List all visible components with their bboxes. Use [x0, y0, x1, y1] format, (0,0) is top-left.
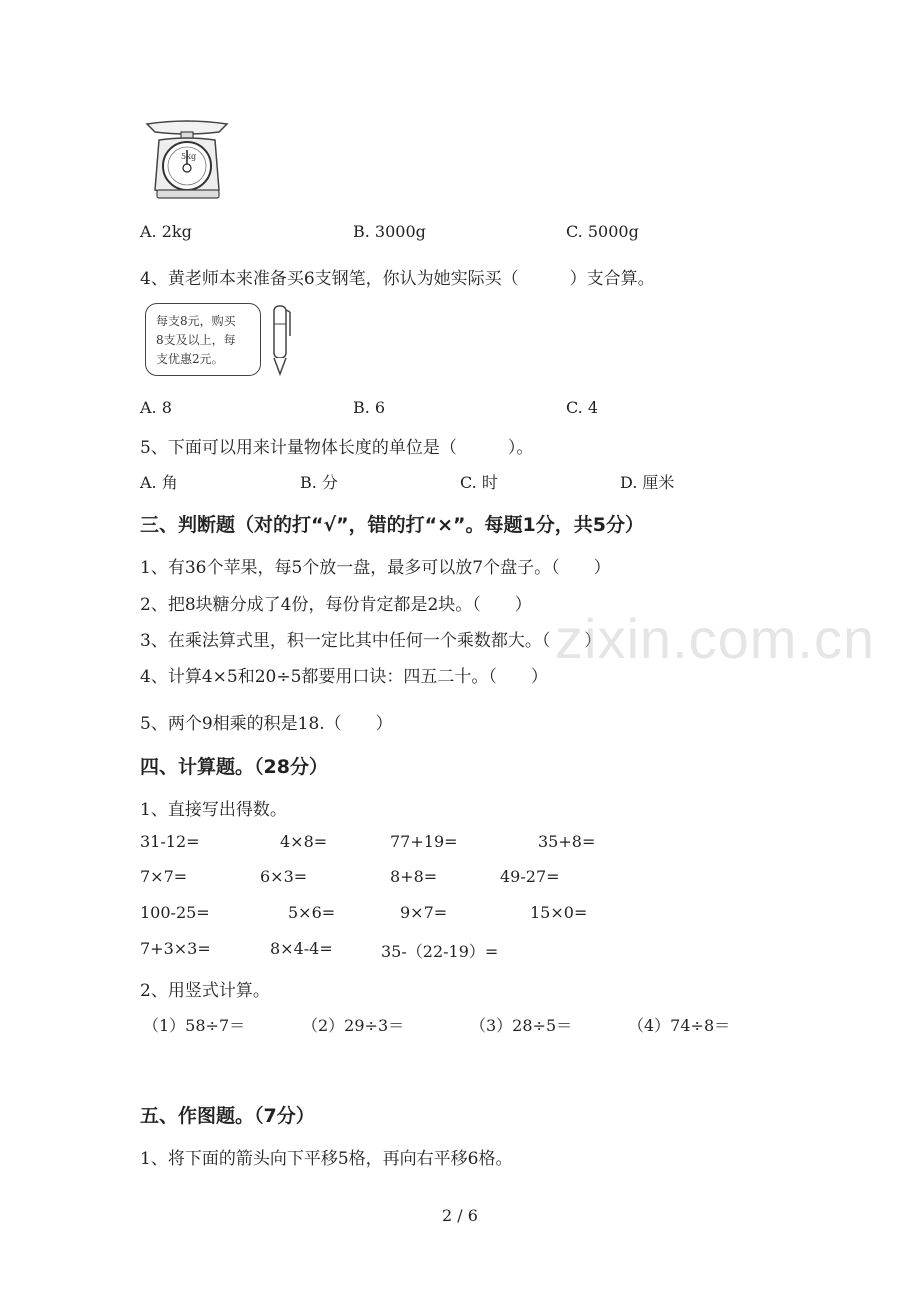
judgment-item-5: 5、两个9相乘的积是18.（ ） — [140, 714, 393, 734]
q5-option-b: B. 分 — [300, 473, 338, 492]
judgment-item-3: 3、在乘法算式里，积一定比其中任何一个乘数都大。（ ） — [140, 631, 602, 651]
price-note-text — [156, 312, 236, 369]
calc-cell: 5×6= — [288, 903, 336, 922]
q3-option-a: A. 2kg — [140, 222, 192, 241]
page-number: 2 / 6 — [442, 1206, 478, 1225]
q5-option-c: C. 时 — [460, 473, 498, 492]
calc-cell: 31-12= — [140, 832, 200, 851]
q5-option-a: A. 角 — [140, 473, 178, 492]
section5-title: 五、作图题。（7分） — [140, 1105, 315, 1127]
vertical-calc-4: （4）74÷8＝ — [628, 1016, 731, 1035]
q3-option-c: C. 5000g — [566, 222, 639, 241]
judgment-item-2: 2、把8块糖分成了4份，每份肯定都是2块。（ ） — [140, 595, 532, 615]
calc-cell: 7×7= — [140, 867, 188, 886]
judgment-item-4: 4、计算4×5和20÷5都要用口诀：四五二十。（ ） — [140, 667, 548, 687]
calc-cell: 15×0= — [530, 903, 588, 922]
q4-text: 4、黄老师本来准备买6支钢笔，你认为她实际买（ ）支合算。 — [140, 269, 655, 289]
vertical-calc-2: （2）29÷3＝ — [302, 1016, 405, 1035]
calc-cell: 4×8= — [280, 832, 328, 851]
q5-text: 5、下面可以用来计量物体长度的单位是（ ）。 — [140, 438, 534, 458]
calc-cell: 8+8= — [390, 867, 438, 886]
kitchen-scale-illustration — [143, 118, 233, 204]
pen-icon — [266, 302, 294, 380]
q3-option-b: B. 3000g — [353, 222, 426, 241]
section3-title: 三、判断题（对的打“√”，错的打“×”。每题1分，共5分） — [140, 514, 644, 536]
bubble-line-1: 每支8元，购买 — [156, 314, 236, 328]
vertical-calc-1: （1）58÷7＝ — [143, 1016, 246, 1035]
q4-option-b: B. 6 — [353, 398, 386, 417]
calc-q2-text: 2、用竖式计算。 — [140, 981, 270, 1001]
calc-cell: 100-25= — [140, 903, 210, 922]
calc-q1-text: 1、直接写出得数。 — [140, 800, 287, 820]
q5-option-d: D. 厘米 — [620, 473, 675, 492]
calc-cell: 9×7= — [400, 903, 448, 922]
bubble-line-2: 8支及以上，每 — [156, 333, 236, 347]
drawing-q1-text: 1、将下面的箭头向下平移5格，再向右平移6格。 — [140, 1149, 513, 1169]
scale-label: 5kg — [181, 152, 197, 161]
calc-cell: 8×4-4= — [270, 939, 333, 958]
calc-cell: 6×3= — [260, 867, 308, 886]
vertical-calc-3: （3）28÷5＝ — [470, 1016, 573, 1035]
q4-option-c: C. 4 — [566, 398, 599, 417]
price-note-bubble — [145, 303, 261, 376]
watermark: zixin.com.cn — [555, 607, 876, 670]
section4-title: 四、计算题。（28分） — [140, 756, 328, 778]
calc-cell: 77+19= — [390, 832, 458, 851]
calc-cell: 35-（22-19）= — [381, 942, 499, 961]
q4-option-a: A. 8 — [140, 398, 172, 417]
calc-cell: 49-27= — [500, 867, 560, 886]
calc-cell: 35+8= — [538, 832, 596, 851]
calc-cell: 7+3×3= — [140, 939, 211, 958]
bubble-line-3: 支优惠2元。 — [156, 352, 224, 366]
judgment-item-1: 1、有36个苹果，每5个放一盘，最多可以放7个盘子。（ ） — [140, 558, 611, 578]
